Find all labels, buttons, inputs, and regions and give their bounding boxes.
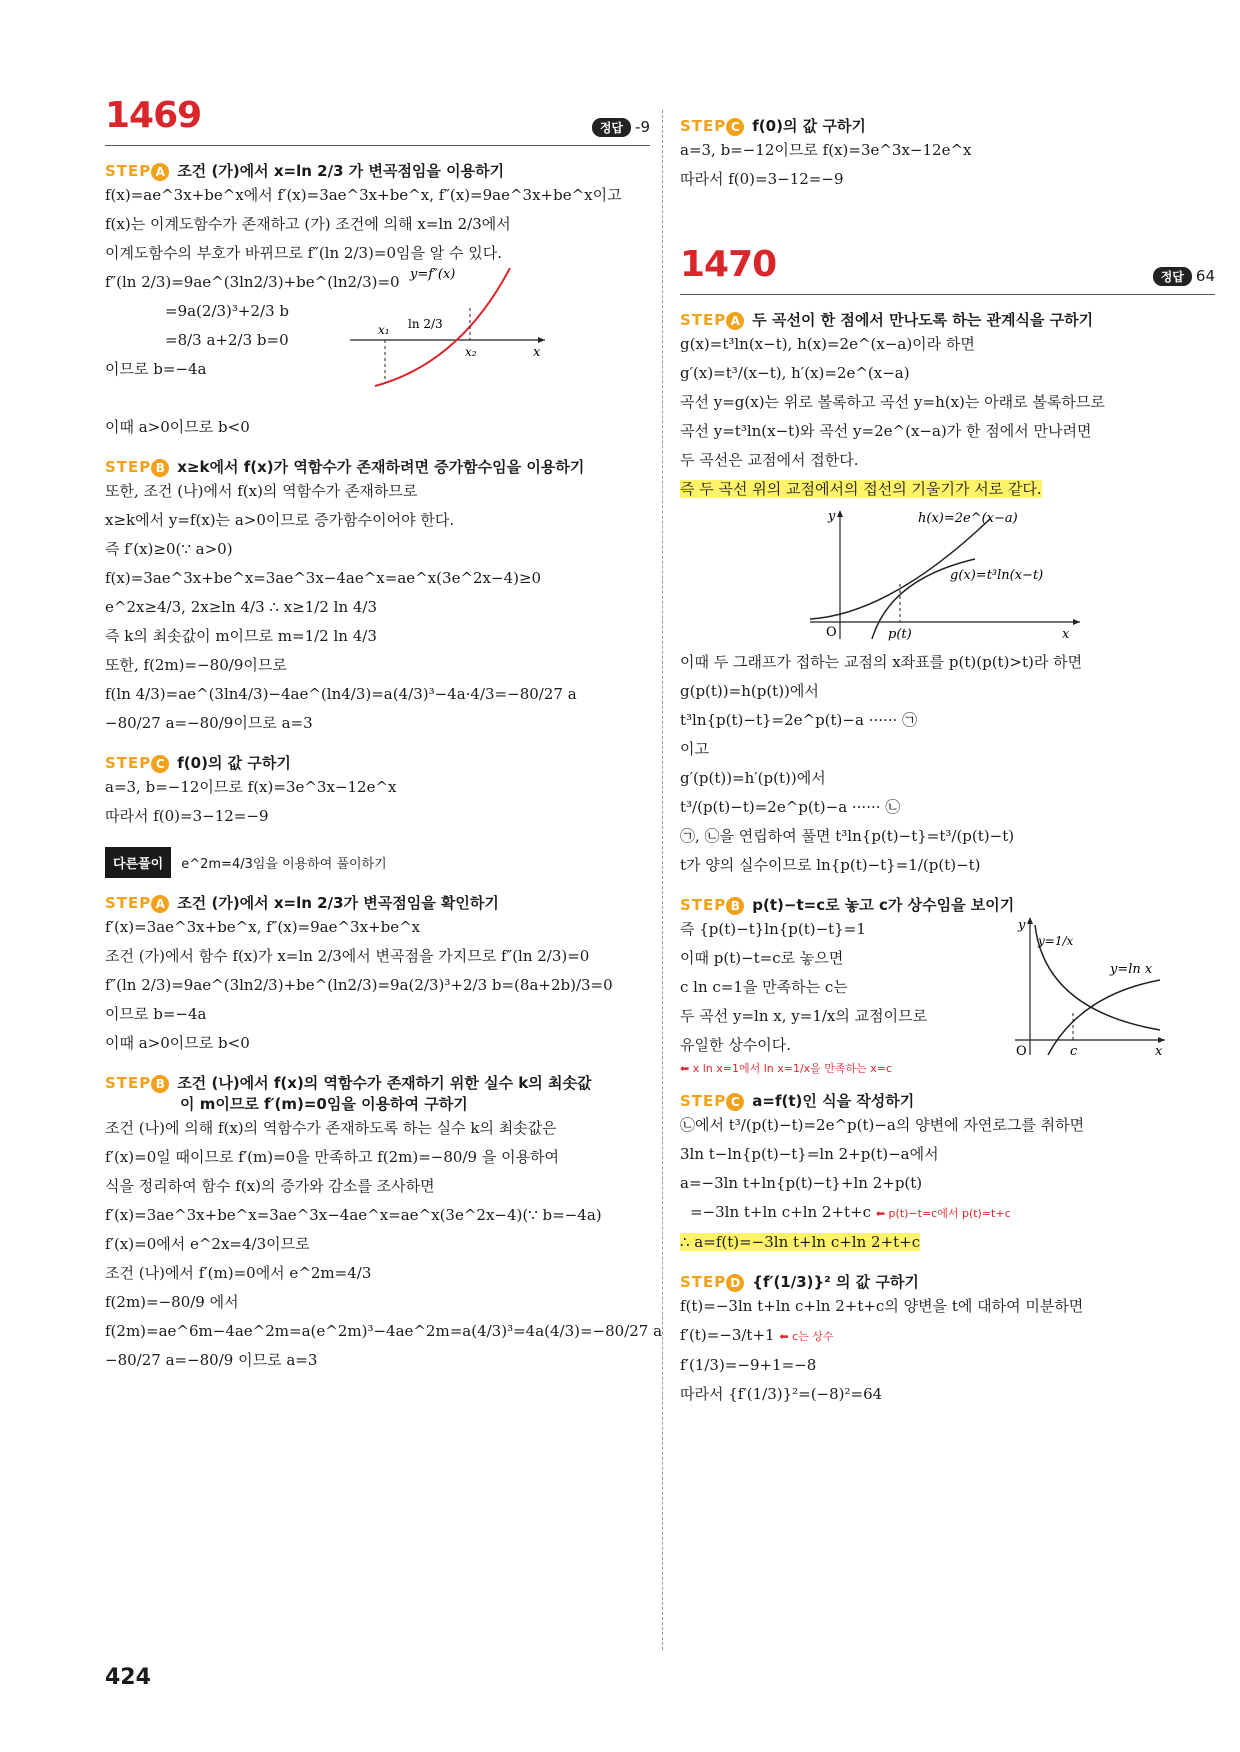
h-label: h(x)=2e^(x−a)	[918, 511, 1018, 526]
text-line: f′(x)=0일 때이므로 f′(m)=0을 만족하고 f(2m)=−80/9 을 이용하여	[105, 1148, 560, 1166]
origin-label: O	[826, 625, 837, 640]
problem-1470-header	[680, 244, 1215, 295]
text-line: 조건 (나)에서 f′(m)=0에서 e^2m=4/3	[105, 1264, 372, 1282]
text-line: f(2m)=ae^6m−4ae^2m=a(e^2m)³−4ae^2m=a(4/3)³=4a(4/3)=−80/27 a	[105, 1322, 663, 1340]
x-label: x	[1155, 1044, 1163, 1059]
alt-step-a-heading	[105, 892, 650, 913]
text-line: 이때 p(t)−t=c로 놓으면	[680, 949, 844, 967]
answer	[1153, 267, 1215, 286]
step-word: STEP	[105, 754, 152, 772]
text-line: 따라서 f(0)=3−12=−9	[680, 170, 844, 188]
answer	[592, 118, 650, 137]
text-line: 3ln t−ln{p(t)−t}=ln 2+p(t)−a에서	[680, 1145, 939, 1163]
step-title: 두 곡선이 한 점에서 만나도록 하는 관계식을 구하기	[752, 311, 1094, 329]
step-a-heading	[105, 160, 650, 181]
page-number: 424	[105, 1665, 151, 1690]
step-word: STEP	[105, 894, 152, 912]
log-label: y=ln x	[1110, 962, 1153, 977]
text-line: 따라서 f(0)=3−12=−9	[105, 807, 269, 825]
text-line: 두 곡선 y=ln x, y=1/x의 교점이므로	[680, 1007, 928, 1025]
text-line: 따라서 {f′(1/3)}²=(−8)²=64	[680, 1385, 883, 1403]
text-line: f(2m)=−80/9 에서	[105, 1293, 239, 1311]
text-line: g(x)=t³ln(x−t), h(x)=2e^(x−a)이라 하면	[680, 335, 975, 353]
step-word: STEP	[680, 1092, 727, 1110]
text-line: 이계도함수의 부호가 바뀌므로 f″(ln 2/3)=0임을 알 수 있다.	[105, 244, 503, 262]
text-line: =8/3 a+2/3 b=0	[165, 331, 289, 349]
text-line: 또한, f(2m)=−80/9이므로	[105, 656, 287, 674]
step-b-heading	[680, 894, 1215, 915]
step-word: STEP	[680, 1273, 727, 1291]
x-axis-arrow	[1158, 1037, 1165, 1043]
log-curve	[1048, 980, 1160, 1055]
text-line: t가 양의 실수이므로 ln{p(t)−t}=1/(p(t)−t)	[680, 856, 981, 874]
text-line: f(x)는 이계도함수가 존재하고 (가) 조건에 의해 x=ln 2/3에서	[105, 215, 511, 233]
step-letter: B	[151, 459, 169, 477]
text-line: 즉 f′(x)≥0(∵ a>0)	[105, 540, 233, 558]
x-axis-arrow	[538, 337, 545, 343]
step-a-derivation	[105, 268, 650, 413]
text-line: ㉡에서 t³/(p(t)−t)=2e^p(t)−a의 양변에 자연로그를 취하면	[680, 1116, 1085, 1134]
text-line: 이므로 b=−4a	[105, 360, 207, 378]
text-line: a=3, b=−12이므로 f(x)=3e^3x−12e^x	[680, 141, 972, 159]
step-title: x≥k에서 f(x)가 역함수가 존재하려면 증가함수임을 이용하기	[177, 458, 585, 476]
step-c-note: ⬅ p(t)−t=c에서 p(t)=t+c	[875, 1207, 1011, 1220]
text-line: 곡선 y=g(x)는 위로 볼록하고 곡선 y=h(x)는 아래로 볼록하므로	[680, 393, 1105, 411]
text-line: f′(x)=0에서 e^2x=4/3이므로	[105, 1235, 310, 1253]
x1-label: x₁	[378, 323, 390, 337]
step-letter: D	[726, 1274, 744, 1292]
y-axis-arrow	[1027, 917, 1033, 924]
step-title: 조건 (가)에서 x=ln 2/3 가 변곡점임을 이용하기	[177, 162, 505, 180]
text-line: 조건 (가)에서 함수 f(x)가 x=ln 2/3에서 변곡점을 가지므로 f″(ln 2/3)=0	[105, 947, 590, 965]
alt-label: 다른풀이	[105, 847, 171, 878]
alternative-solution-header	[105, 847, 650, 878]
text-line: c ln c=1을 만족하는 c는	[680, 978, 848, 996]
x-label: x	[1062, 627, 1070, 642]
step-title: p(t)−t=c로 놓고 c가 상수임을 보이기	[752, 896, 1015, 914]
text-line: t³/(p(t)−t)=2e^p(t)−a ······ ㉡	[680, 798, 901, 816]
c-label: c	[1070, 1044, 1078, 1059]
alt-title: e^2m=4/3임을 이용하여 풀이하기	[181, 857, 387, 872]
column-divider	[662, 110, 663, 1650]
text-line: g(p(t))=h(p(t))에서	[680, 682, 819, 700]
step-letter: C	[151, 755, 169, 773]
highlight: 즉 두 곡선 위의 교점에서의 접선의 기울기가 서로 같다.	[680, 480, 1042, 498]
text-line: 유일한 상수이다.	[680, 1036, 791, 1054]
step-word: STEP	[105, 1074, 152, 1092]
step-title-cont: 이 m이므로 f′(m)=0임을 이용하여 구하기	[180, 1095, 468, 1113]
text-line: 두 곡선은 교점에서 접한다.	[680, 451, 859, 469]
step-word: STEP	[680, 311, 727, 329]
text-line: 식을 정리하여 함수 f(x)의 증가와 감소를 조사하면	[105, 1177, 435, 1195]
answer-value: 64	[1195, 267, 1215, 285]
g-label: g(x)=t³ln(x−t)	[950, 568, 1044, 583]
alt-step-b-heading	[105, 1072, 650, 1114]
step-letter: A	[726, 312, 744, 330]
text-line: 이때 두 그래프가 접하는 교점의 x좌표를 p(t)(p(t)>t)라 하면	[680, 653, 1083, 671]
text-line: f(t)=−3ln t+ln c+ln 2+t+c의 양변을 t에 대하여 미분하면	[680, 1297, 1084, 1315]
step-letter: B	[726, 897, 744, 915]
inflection-graph	[350, 268, 550, 388]
step-word: STEP	[680, 117, 727, 135]
text-line: −80/27 a=−80/9 이므로 a=3	[105, 1351, 318, 1369]
text-line: ㉠, ㉡을 연립하여 풀면 t³ln{p(t)−t}=t³/(p(t)−t)	[680, 827, 1015, 845]
text-line: f(ln 4/3)=ae^(3ln4/3)−4ae^(ln4/3)=a(4/3)³−4a·4/3=−80/27 a	[105, 685, 577, 703]
text-line: g′(x)=t³/(x−t), h′(x)=2e^(x−a)	[680, 364, 910, 382]
tangent-graph	[800, 504, 1100, 644]
step-a-heading	[680, 309, 1215, 330]
text-line	[680, 1321, 1215, 1351]
text-line-part: f′(t)=−3/t+1	[680, 1326, 775, 1344]
x-axis-arrow	[1073, 619, 1080, 625]
text-line: 즉 {p(t)−t}ln{p(t)−t}=1	[680, 920, 866, 938]
step-word: STEP	[105, 162, 152, 180]
text-line: f(x)=3ae^3x+be^x=3ae^3x−4ae^x=ae^x(3e^2x−4)≥0	[105, 569, 542, 587]
y-label: y	[1018, 918, 1026, 933]
step-title: f(0)의 값 구하기	[752, 117, 866, 135]
left-column	[105, 95, 663, 1375]
text-line: 즉 k의 최솟값이 m이므로 m=1/2 ln 4/3	[105, 627, 377, 645]
text-line: −80/27 a=−80/9이므로 a=3	[105, 714, 313, 732]
highlighted-line	[680, 475, 1215, 504]
text-line: e^2x≥4/3, 2x≥ln 4/3 ∴ x≥1/2 ln 4/3	[105, 598, 378, 616]
y-axis-arrow	[837, 510, 843, 517]
step-letter: A	[151, 163, 169, 181]
text-line	[680, 1198, 1215, 1228]
text-line: f′(x)=3ae^3x+be^x, f″(x)=9ae^3x+be^x	[105, 918, 421, 936]
highlighted-line	[680, 1228, 1215, 1257]
text-line: 이때 a>0이므로 b<0	[105, 418, 250, 436]
text-line: g′(p(t))=h′(p(t))에서	[680, 769, 826, 787]
step-letter: A	[151, 895, 169, 913]
p-label: p(t)	[888, 627, 912, 642]
text-line: 이므로 b=−4a	[105, 1005, 207, 1023]
right-column	[680, 95, 1215, 1409]
step-b-note: ⬅ x ln x=1에서 ln x=1/x을 만족하는 x=c	[680, 1062, 893, 1075]
step-word: STEP	[680, 896, 727, 914]
text-line: f(x)=ae^3x+be^x에서 f′(x)=3ae^3x+be^x, f″(x)=9ae^3x+be^x이고	[105, 186, 622, 204]
continued-step-c-heading	[680, 115, 1215, 136]
y-label: y	[828, 509, 836, 524]
text-line: 또한, 조건 (나)에서 f(x)의 역함수가 존재하므로	[105, 482, 418, 500]
text-line: 이때 a>0이므로 b<0	[105, 1034, 250, 1052]
step-c-heading	[680, 1090, 1215, 1111]
reciprocal-label: y=1/x	[1038, 934, 1074, 948]
step-title: a=f(t)인 식을 작성하기	[752, 1092, 915, 1110]
text-line: a=−3ln t+ln{p(t)−t}+ln 2+p(t)	[680, 1174, 923, 1192]
text-line: =9a(2/3)³+2/3 b	[165, 302, 289, 320]
step-title: 조건 (나)에서 f(x)의 역함수가 존재하기 위한 실수 k의 최솟값	[177, 1074, 592, 1092]
problem-number: 1469	[105, 95, 202, 136]
x2-label: x₂	[465, 345, 477, 359]
problem-number: 1470	[680, 244, 777, 285]
text-line: t³ln{p(t)−t}=2e^p(t)−a ······ ㉠	[680, 711, 918, 729]
inflection-point-label: ln 2/3	[408, 317, 443, 331]
step-c-heading	[105, 752, 650, 773]
origin-label: O	[1016, 1044, 1027, 1059]
step-b-body	[680, 915, 1215, 1076]
text-line-part: =−3ln t+ln c+ln 2+t+c	[690, 1203, 872, 1221]
text-line: 조건 (나)에 의해 f(x)의 역함수가 존재하도록 하는 실수 k의 최솟값은	[105, 1119, 557, 1137]
answer-badge: 정답	[592, 118, 631, 137]
text-line: x≥k에서 y=f(x)는 a>0이므로 증가함수이어야 한다.	[105, 511, 455, 529]
text-line: f′(x)=3ae^3x+be^x=3ae^3x−4ae^x=ae^x(3e^2x−4)(∵ b=−4a)	[105, 1206, 602, 1224]
answer-value: -9	[635, 118, 650, 136]
step-title: {f′(1/3)}² 의 값 구하기	[752, 1273, 919, 1291]
text-line: f″(ln 2/3)=9ae^(3ln2/3)+be^(ln2/3)=9a(2/3)³+2/3 b=(8a+2b)/3=0	[105, 976, 613, 994]
step-letter: C	[726, 1093, 744, 1111]
step-d-note: ⬅ c는 상수	[779, 1330, 834, 1343]
step-d-heading	[680, 1271, 1215, 1292]
text-line: 이고	[680, 740, 709, 758]
text-line: f′(1/3)=−9+1=−8	[680, 1356, 817, 1374]
step-word: STEP	[105, 458, 152, 476]
step-title: f(0)의 값 구하기	[177, 754, 291, 772]
step-letter: C	[726, 118, 744, 136]
intersection-graph	[1010, 915, 1170, 1060]
step-letter: B	[151, 1075, 169, 1093]
problem-1469-header	[105, 95, 650, 146]
text-line: f″(ln 2/3)=9ae^(3ln2/3)+be^(ln2/3)=0	[105, 273, 400, 291]
step-b-heading	[105, 456, 650, 477]
curve-label: y=f″(x)	[410, 268, 456, 282]
text-line: a=3, b=−12이므로 f(x)=3e^3x−12e^x	[105, 778, 397, 796]
x-axis-label: x	[533, 345, 541, 360]
step-title: 조건 (가)에서 x=ln 2/3가 변곡점임을 확인하기	[177, 894, 499, 912]
highlight: ∴ a=f(t)=−3ln t+ln c+ln 2+t+c	[680, 1233, 921, 1251]
text-line: 곡선 y=t³ln(x−t)와 곡선 y=2e^(x−a)가 한 점에서 만나려면	[680, 422, 1092, 440]
answer-badge: 정답	[1153, 267, 1192, 286]
